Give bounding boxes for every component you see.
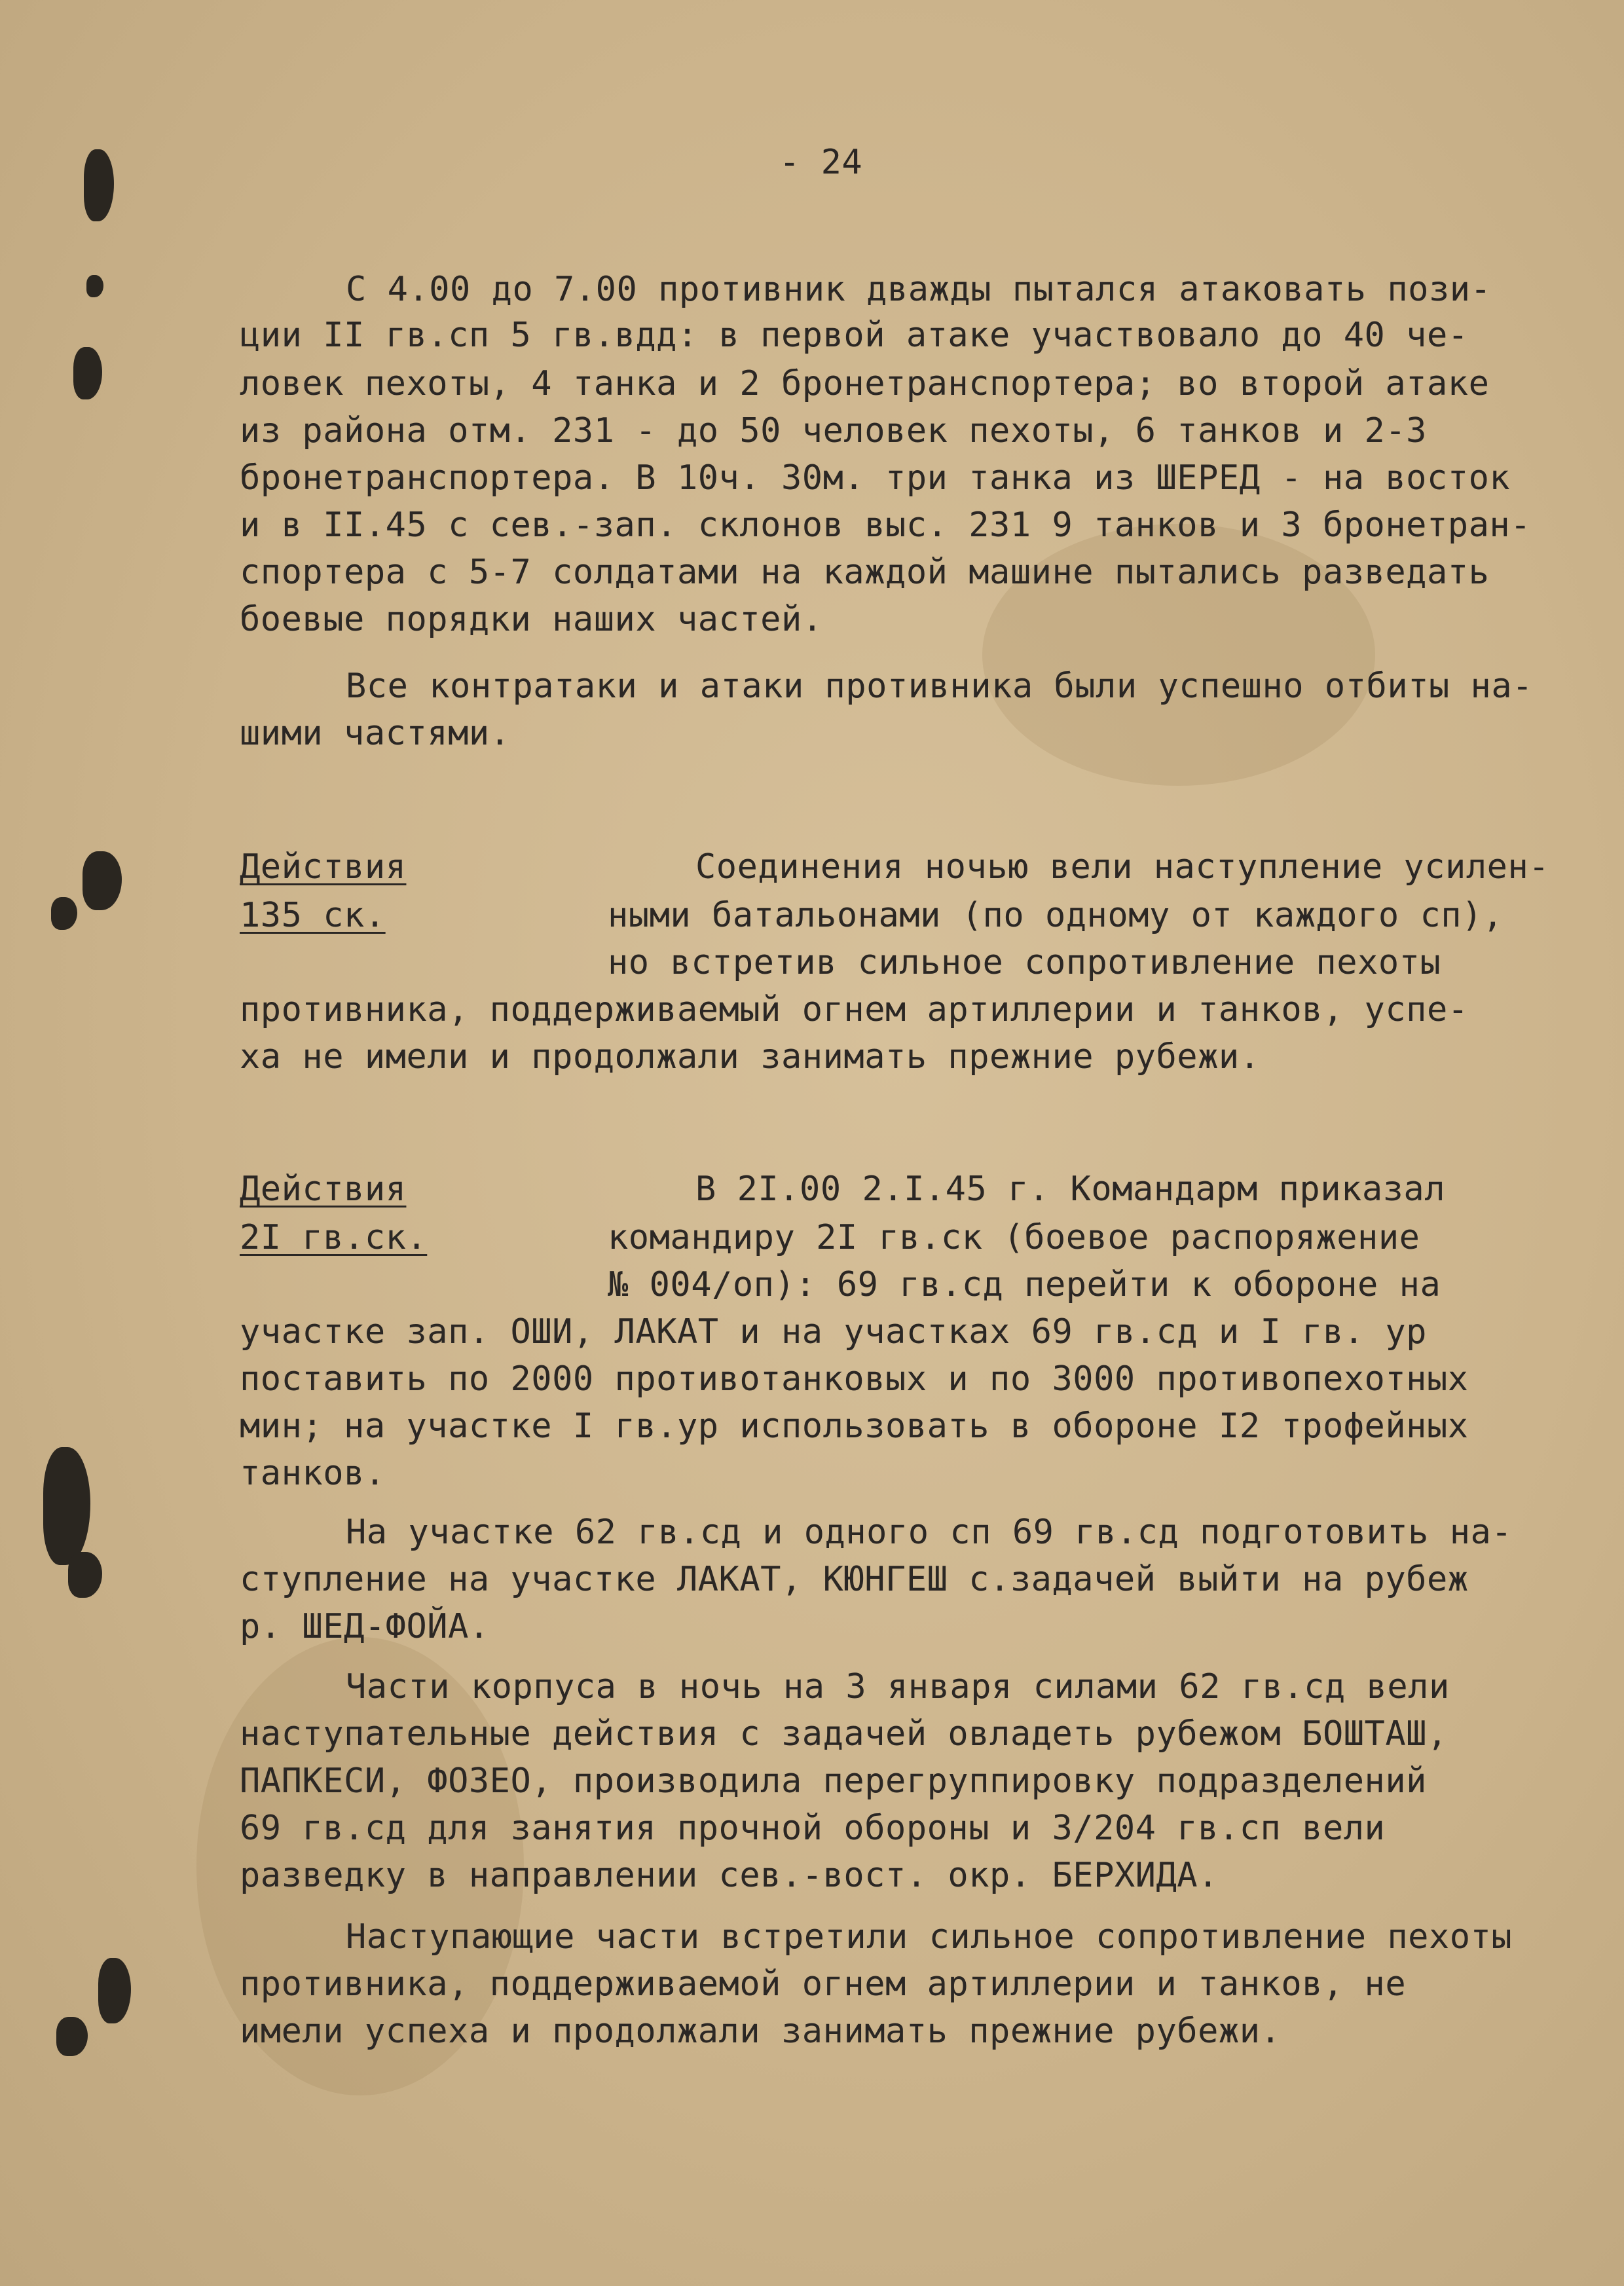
text-line: противника, поддерживаемый огнем артиллерии и танков, успе- (240, 990, 1469, 1029)
text-line: Все контратаки и атаки противника были успешно отбиты на- (346, 667, 1533, 706)
text-line: поставить по 2000 противотанковых и по 3000 противопехотных (240, 1359, 1469, 1399)
text-line: из района отм. 231 - до 50 человек пехоты, 6 танков и 2-3 (240, 411, 1427, 451)
text-line: противника, поддерживаемой огнем артиллерии и танков, не (240, 1964, 1407, 2004)
text-line: участке зап. ОШИ, ЛАКАТ и на участках 69 гв.сд и I гв. ур (240, 1312, 1427, 1352)
text-line: спортера с 5-7 солдатами на каждой машине пытались разведать (240, 553, 1490, 592)
page-number: - 24 (779, 143, 863, 182)
binder-hole (84, 149, 114, 221)
binder-hole (83, 851, 122, 910)
text-line: № 004/оп): 69 гв.сд перейти к обороне на (608, 1265, 1441, 1304)
section-heading: Действия (240, 1170, 407, 1209)
text-line: На участке 62 гв.сд и одного сп 69 гв.сд подготовить на- (346, 1513, 1513, 1552)
text-line: наступательные действия с задачей овладеть рубежом БОШТАШ, (240, 1714, 1448, 1754)
text-line: Соединения ночью вели наступление усилен- (695, 847, 1550, 887)
binder-hole (98, 1958, 131, 2023)
binder-hole (43, 1447, 90, 1565)
binder-hole (73, 347, 102, 399)
text-line: В 2I.00 2.I.45 г. Командарм приказал (695, 1170, 1446, 1209)
text-line: командиру 2I гв.ск (боевое распоряжение (608, 1218, 1420, 1257)
text-line: и в II.45 с сев.-зап. склонов выс. 231 9 танков и 3 бронетран- (240, 506, 1532, 545)
text-line: шими частями. (240, 714, 511, 753)
text-line: С 4.00 до 7.00 противник дважды пытался атаковать пози- (346, 270, 1492, 309)
text-line: ступление на участке ЛАКАТ, КЮНГЕШ с.задачей выйти на рубеж (240, 1560, 1469, 1599)
text-line: ПАПКЕСИ, ФОЗЕО, производила перегруппировку подразделений (240, 1761, 1427, 1801)
binder-hole (86, 275, 103, 297)
section-heading: 2I гв.ск. (240, 1218, 428, 1257)
section-heading: 135 ск. (240, 896, 386, 935)
text-line: ха не имели и продолжали занимать прежние рубежи. (240, 1037, 1261, 1077)
binder-hole (56, 2017, 88, 2056)
text-line: но встретив сильное сопротивление пехоты (608, 943, 1441, 982)
text-line: 69 гв.сд для занятия прочной обороны и 3/204 гв.сп вели (240, 1809, 1386, 1848)
binder-hole (68, 1552, 102, 1598)
text-line: имели успеха и продолжали занимать прежние рубежи. (240, 2012, 1282, 2051)
text-line: бронетранспортера. В 10ч. 30м. три танка из ШЕРЕД - на восток (240, 458, 1511, 498)
text-line: танков. (240, 1454, 386, 1493)
text-line: ными батальонами (по одному от каждого сп), (608, 896, 1504, 935)
text-line: Части корпуса в ночь на 3 января силами 62 гв.сд вели (346, 1667, 1450, 1706)
text-line: боевые порядки наших частей. (240, 600, 823, 639)
text-line: Наступающие части встретили сильное сопротивление пехоты (346, 1917, 1513, 1957)
section-heading: Действия (240, 847, 407, 887)
binder-hole (51, 897, 77, 930)
text-line: р. ШЕД-ФОЙА. (240, 1607, 490, 1646)
text-line: мин; на участке I гв.ур использовать в обороне I2 трофейных (240, 1407, 1469, 1446)
text-line: ловек пехоты, 4 танка и 2 бронетранспортера; во второй атаке (240, 364, 1490, 403)
text-line: разведку в направлении сев.-вост. окр. БЕРХИДА. (240, 1856, 1219, 1895)
text-line: ции II гв.сп 5 гв.вдд: в первой атаке участвовало до 40 че- (240, 316, 1469, 355)
